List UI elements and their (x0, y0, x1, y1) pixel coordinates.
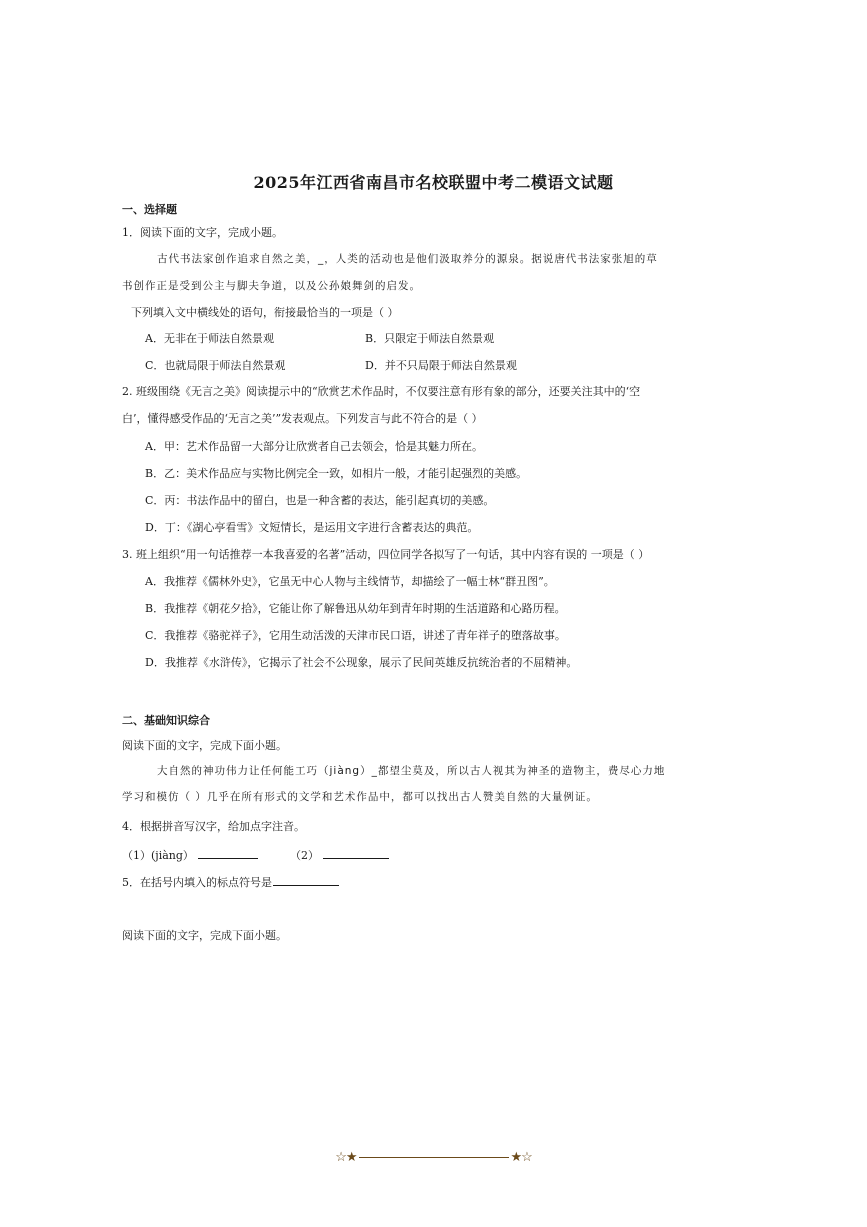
q1-passage-line2: 书创作正是受到公主与脚夫争道，以及公孙娘舞剑的启发。 (122, 280, 421, 292)
q5-label: 5．在括号内填入的标点符号是 (122, 876, 272, 889)
q2-option-b: B．乙：美术作品应与实物比例完全一致，如相片一般，才能引起强烈的美感。 (145, 467, 528, 480)
q3-option-a: A．我推荐《儒林外史》，它虽无中心人物与主线情节，却描绘了一幅士林“群丑图”。 (145, 575, 555, 588)
q4-part1 (122, 847, 258, 863)
section-heading-basics: 二、基础知识综合 (122, 714, 210, 727)
q3-option-c: C．我推荐《骆驼祥子》，它用生动活泼的天津市民口语，讲述了青年祥子的堕落故事。 (145, 629, 566, 642)
q1-option-c: C．也就局限于师法自然景观 (145, 359, 286, 372)
q2-stem-line2: 白’，懂得感受作品的‘无言之美’”发表观点。下列发言与此不符合的是（ ） (122, 412, 483, 425)
q2-option-c: C．丙：书法作品中的留白，也是一种含蓄的表达，能引起真切的美感。 (145, 494, 495, 507)
q4-part1-label: （1）(jiàng） (122, 849, 194, 862)
q1-option-a: A．无非在于师法自然景观 (145, 332, 274, 345)
q2-stem-line1: 2. 班级围绕《无言之美》阅读提示中的“欣赏艺术作品时，不仅要注意有形有象的部分，还要关注其中的‘空 (122, 385, 641, 398)
q1-stem: 1．阅读下面的文字，完成小题。 (122, 226, 283, 239)
q4-stem: 4．根据拼音写汉字，给加点字注音。 (122, 820, 305, 833)
q2-option-d: D．丁：《湖心亭看雪》文短情长，是运用文字进行含蓄表达的典范。 (145, 521, 479, 534)
q4-answer-blank-2[interactable] (323, 847, 389, 859)
q1-passage-line1: 古代书法家创作追求自然之美，_，人类的活动也是他们汲取养分的源泉。据说唐代书法家张旭的草 (157, 253, 658, 265)
q4-part2-label: （2） (290, 849, 319, 862)
footer-divider (359, 1157, 509, 1158)
q4-answer-blank-1[interactable] (198, 847, 258, 859)
q2-option-a: A．甲：艺术作品留一大部分让欣赏者自己去领会，恰是其魅力所在。 (145, 440, 483, 453)
section2-intro-2: 阅读下面的文字，完成下面小题。 (122, 929, 287, 942)
q3-option-d: D．我推荐《水浒传》，它揭示了社会不公现象，展示了民间英雄反抗统治者的不屈精神。 (145, 656, 578, 669)
footer-stars-right: ★☆ (510, 1150, 532, 1165)
q5-answer-blank[interactable] (273, 874, 339, 886)
q1-prompt: 下列填入文中横线处的语句，衔接最恰当的一项是（ ） (131, 306, 399, 319)
section2-intro: 阅读下面的文字，完成下面小题。 (122, 739, 287, 752)
footer-ornament (0, 1150, 867, 1167)
section2-passage-line1: 大自然的神功伟力让任何能工巧（jiàng）_都望尘莫及，所以古人视其为神圣的造物主，费尽心力地 (157, 765, 666, 777)
section2-passage-line2: 学习和模仿（ ）几乎在所有形式的文学和艺术作品中，都可以找出古人赞美自然的大量例证。 (122, 791, 598, 803)
footer-stars-left: ☆★ (335, 1150, 357, 1165)
q5-stem (122, 874, 339, 890)
q1-option-b: B．只限定于师法自然景观 (365, 332, 495, 345)
page-title: 2025年江西省南昌市名校联盟中考二模语文试题 (253, 173, 614, 192)
q4-part2 (290, 847, 389, 863)
q1-option-d: D．并不只局限于师法自然景观 (365, 359, 517, 372)
q3-stem: 3. 班上组织“用一句话推荐一本我喜爱的名著”活动，四位同学各拟写了一句话，其中内容有误的 一项是（ ） (122, 548, 650, 561)
q3-option-b: B．我推荐《朝花夕拾》，它能让你了解鲁迅从幼年到青年时期的生活道路和心路历程。 (145, 602, 566, 615)
section-heading-choice: 一、选择题 (122, 203, 177, 216)
